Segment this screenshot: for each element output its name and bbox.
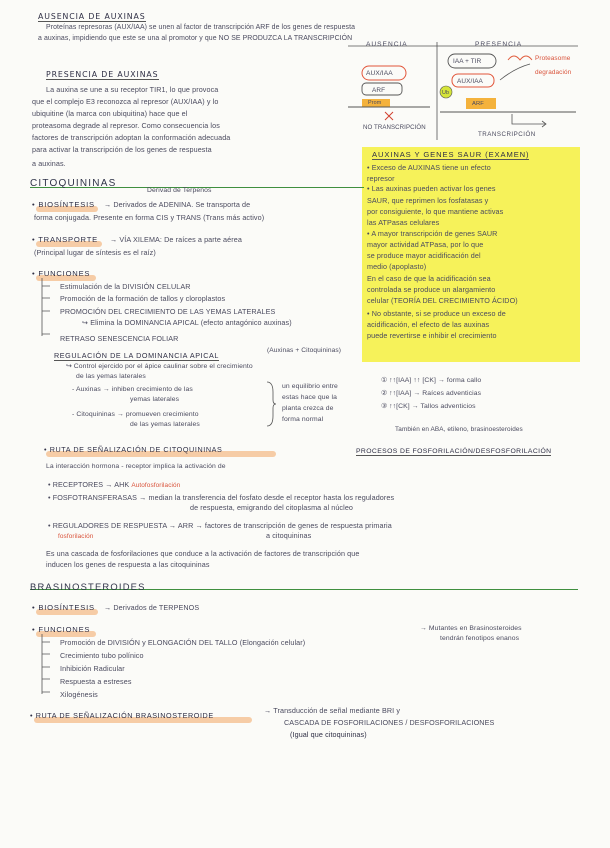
presencia-title: PRESENCIA DE AUXINAS — [46, 70, 159, 79]
funcion-item: RETRASO SENESCENCIA FOLIAR — [60, 334, 179, 343]
brasino-biosintesis-label: • BIOSÍNTESIS — [32, 603, 95, 612]
ruta-cito-label: • RUTA DE SEÑALIZACIÓN DE CITOQUININAS — [44, 445, 223, 454]
reguladores-note: fosforilación — [58, 533, 94, 540]
examen-line: En el caso de que la acidificación sea — [367, 274, 491, 283]
diagram-arf-2: ARF — [472, 101, 484, 107]
presencia-line: proteasoma degrade al represor. Como consecuencia los — [32, 121, 220, 130]
diagram-iaa-tir: IAA + TIR — [453, 58, 482, 65]
brasino-funciones-label: • FUNCIONES — [32, 625, 91, 634]
diagram-no-transcripcion: NO TRANSCRIPCIÓN — [363, 124, 426, 131]
brasino-mutantes: → Mutantes en Brasinosteroides — [420, 625, 522, 632]
funcion-item: ↪ Elimina la DOMINANCIA APICAL (efecto antagónico auxinas) — [82, 318, 292, 327]
examen-title: AUXINAS Y GENES SAUR (EXAMEN) — [372, 150, 530, 159]
brasino-ruta-text-3: (Igual que citoquininas) — [290, 730, 367, 739]
ruta-cito-proceso: PROCESOS DE FOSFORILACIÓN/DESFOSFORILACIÓN — [356, 448, 552, 455]
funciones-label: • FUNCIONES — [32, 269, 91, 278]
ausencia-text-2: a auxinas, impidiendo que este se una al promotor y que NO SE PRODUZCA LA TRANSCRIPCIÓN — [38, 35, 353, 42]
examen-line: puede revertirse e inhibir el crecimiento — [367, 331, 497, 340]
brasino-funcion-item: Xilogénesis — [60, 690, 98, 699]
auxinas-effect-1: - Auxinas → inhiben crecimiento de las — [72, 386, 193, 393]
examen-line: por consiguiente, lo que mantiene activas — [367, 207, 504, 216]
biosintesis-label: • BIOSÍNTESIS — [32, 200, 95, 209]
receptores-line: • RECEPTORES → AHK Autofosforilación — [48, 480, 181, 489]
examen-line: medio (apoplasto) — [367, 262, 427, 271]
diagram-ausencia-label: AUSENCIA — [366, 41, 408, 48]
equilibrio-line: un equilibrio entre — [282, 383, 338, 390]
equilibrio-line: forma normal — [282, 416, 324, 423]
diagram-proteasome: Proteasome — [535, 55, 571, 62]
citoquininas-title: CITOQUININAS — [30, 178, 117, 189]
ratio-tallos: ③ ↑↑[CK] → Tallos adventicios — [381, 403, 476, 410]
auxinas-effect-2: yemas laterales — [130, 396, 180, 403]
diagram-aux-iaa-2: AUX/IAA — [457, 78, 483, 85]
brasino-biosintesis-text: → Derivados de TERPENOS — [104, 603, 200, 612]
transporte-label: • TRANSPORTE — [32, 235, 98, 244]
diagram-prom: Prom — [368, 100, 382, 106]
reguladores-line-2: a citoquininas — [266, 531, 312, 540]
derivado-note: Derivad de Terpenos — [147, 187, 212, 194]
diagram-ub: Ub — [442, 90, 450, 96]
presencia-line: ubiquitine (la marca con ubiquitina) hace que el — [32, 109, 188, 118]
examen-line: las ATPasas celulares — [367, 218, 440, 227]
diagram-transcripcion: TRANSCRIPCIÓN — [478, 131, 536, 138]
presencia-line: que el complejo E3 reconozca al represor (AUX/IAA) y lo — [32, 97, 219, 106]
ratio-raices: ② ↑↑[IAA] → Raíces adventicias — [381, 390, 482, 397]
ratio-callo: ① ↑↑[IAA] ↑↑ [CK] → forma callo — [381, 377, 482, 384]
presencia-line: a auxinas. — [32, 159, 66, 168]
examen-line: se produce mayor acidificación del — [367, 251, 481, 260]
presencia-line: para activar la transcripción de los genes de respuesta — [32, 145, 212, 154]
regulacion-text-1: ↪ Control ejercido por el ápice caulinar sobre el crecimiento — [66, 363, 253, 370]
equilibrio-bracket — [265, 382, 277, 426]
equilibrio-line: estas hace que la — [282, 394, 337, 401]
citoquininas-effect-2: de las yemas laterales — [130, 421, 200, 428]
diagram-arf: ARF — [372, 87, 386, 94]
examen-line: controlada se produce un alargamiento — [367, 285, 496, 294]
brasino-ruta-text-2: CASCADA DE FOSFORILACIONES / DESFOSFORILACIONES — [284, 718, 495, 727]
brasino-funcion-item: Crecimiento tubo polínico — [60, 651, 144, 660]
funcion-item: PROMOCIÓN DEL CRECIMIENTO DE LAS YEMAS LATERALES — [60, 307, 276, 316]
cascada-line-2: inducen los genes de respuesta a las citoquininas — [46, 560, 210, 569]
brasino-title: BRASINOSTEROIDES — [30, 581, 146, 592]
brasino-funciones-bracket — [38, 634, 58, 698]
brasino-funcion-item: Respuesta a estreses — [60, 677, 132, 686]
equilibrio-line: planta crezca de — [282, 405, 334, 412]
brasino-mutantes-2: tendrán fenotipos enanos — [440, 635, 520, 642]
brasino-ruta-text-1: → Transducción de señal mediante BRI y — [264, 706, 401, 715]
brasino-ruta-label: • RUTA DE SEÑALIZACIÓN BRASINOSTEROIDE — [30, 711, 214, 720]
brasino-funcion-main: Promoción de DIVISIÓN y ELONGACIÓN DEL TALLO (Elongación celular) — [60, 638, 306, 647]
diagram-presencia-label: PRESENCIA — [475, 41, 523, 48]
citoquininas-effect-1: - Citoquininas → promueven crecimiento — [72, 411, 199, 418]
funcion-item: Promoción de la formación de tallos y cloroplastos — [60, 294, 226, 303]
transporte-text-1: → VÍA XILEMA: De raíces a parte aérea — [110, 235, 242, 244]
examen-line: • Exceso de AUXINAS tiene un efecto — [367, 163, 491, 172]
biosintesis-text-1: → Derivados de ADENINA. Se transporta de — [104, 200, 251, 209]
regulacion-note: (Auxinas + Citoquininas) — [267, 347, 342, 354]
cascada-line-1: Es una cascada de fosforilaciones que conduce a la activación de factores de transcripción que — [46, 549, 360, 558]
funcion-item: Estimulación de la DIVISIÓN CELULAR — [60, 282, 191, 291]
ruta-cito-note: También en ABA, etileno, brasinoesteroides — [395, 426, 523, 433]
examen-line: acidificación, el efecto de las auxinas — [367, 320, 490, 329]
regulacion-text-2: de las yemas laterales — [76, 373, 146, 380]
presencia-line: factores de transcripción adoptan la conformación adecuada — [32, 133, 231, 142]
examen-line: mayor actividad ATPasa, por lo que — [367, 240, 484, 249]
regulacion-title: REGULACIÓN DE LA DOMINANCIA APICAL — [54, 351, 219, 360]
examen-line: • A mayor transcripción de genes SAUR — [367, 229, 498, 238]
ausencia-text-1: Proteínas represoras (AUX/IAA) se unen al factor de transcripción ARF de los genes de respuesta — [46, 24, 356, 31]
examen-line: SAUR, que reprimen los fosfatasas y — [367, 196, 489, 205]
examen-line: • No obstante, si se produce un exceso de — [367, 309, 506, 318]
diagram-degradacion: degradación — [535, 69, 572, 76]
examen-line: represor — [367, 174, 395, 183]
biosintesis-text-2: forma conjugada. Presente en forma CIS y TRANS (Trans más activo) — [34, 213, 265, 222]
fosfotransferasas-line-1: • FOSFOTRANSFERASAS → median la transferencia del fosfato desde el receptor hasta los reguladores — [48, 493, 395, 502]
ausencia-title: AUSENCIA DE AUXINAS — [38, 12, 146, 21]
examen-line: • Las auxinas pueden activar los genes — [367, 184, 496, 193]
ruta-cito-text: La interacción hormona - receptor implica la activación de — [46, 463, 226, 470]
examen-line: celular (TEORÍA DEL CRECIMIENTO ÁCIDO) — [367, 296, 518, 305]
fosfotransferasas-line-2: de respuesta, emigrando del citoplasma al núcleo — [190, 503, 354, 512]
transporte-text-2: (Principal lugar de síntesis es el raíz) — [34, 248, 156, 257]
diagram-aux-iaa: AUX/IAA — [366, 70, 393, 77]
funciones-bracket — [38, 278, 58, 343]
brasino-funcion-item: Inhibición Radicular — [60, 664, 125, 673]
presencia-line: La auxina se une a su receptor TIR1, lo que provoca — [46, 85, 219, 94]
reguladores-line-1: • REGULADORES DE RESPUESTA → ARR → factores de transcripción de genes de respuesta primaria — [48, 521, 392, 530]
